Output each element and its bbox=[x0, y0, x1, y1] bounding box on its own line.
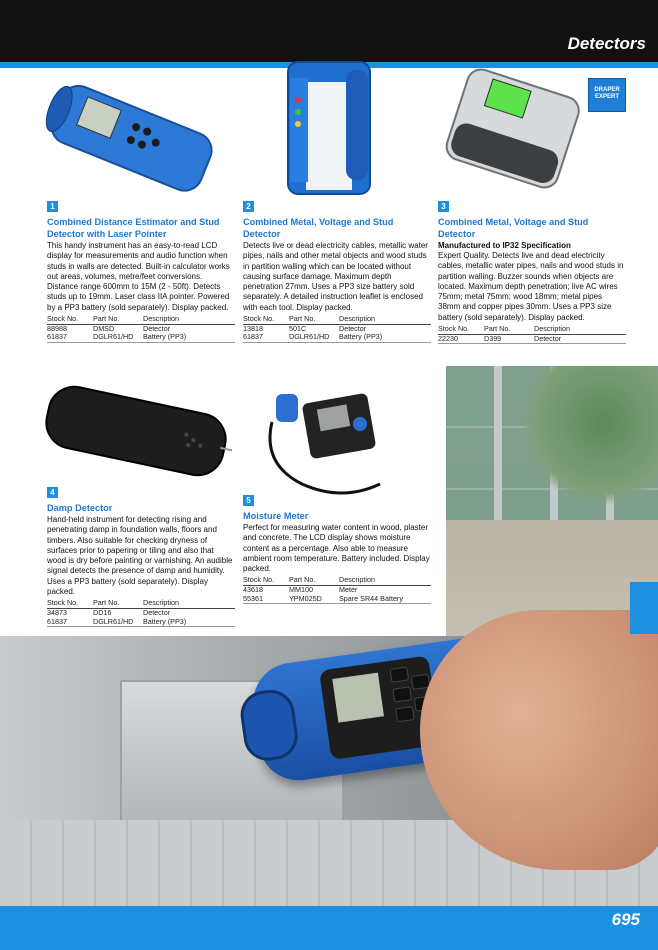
product-3-title: Combined Metal, Voltage and Stud Detector bbox=[438, 217, 589, 239]
photo-tree bbox=[520, 366, 658, 506]
part-cell: MM100 bbox=[289, 585, 313, 595]
description-cell: Detector bbox=[339, 324, 367, 334]
description-cell: Battery (PP3) bbox=[339, 333, 431, 342]
product-1-table bbox=[47, 315, 235, 343]
part-header: Part No. bbox=[93, 599, 143, 609]
product-2 bbox=[243, 196, 431, 343]
table-row bbox=[47, 609, 235, 618]
side-tab bbox=[630, 582, 658, 634]
stock-cell: 88988 bbox=[47, 324, 67, 334]
description-cell: Detector bbox=[143, 324, 171, 334]
product-3-number: 3 bbox=[438, 201, 449, 212]
draper-expert-logo bbox=[588, 78, 626, 112]
part-header: Part No. bbox=[93, 315, 143, 325]
part-cell: DD16 bbox=[93, 608, 112, 618]
table-row bbox=[243, 325, 431, 334]
product-2-description: Detects live or dead electricity cables, metallic water pipes, nails and other metal objects and wood studs in partition walling which can be located without causing surface damage. Maximum depth penetration 27mm. Uses a PP3 size battery sold separately. A detailed instruction leaflet is enclosed with each tool. Display packed. bbox=[243, 241, 428, 312]
product-4-table bbox=[47, 599, 235, 627]
part-cell: 501C bbox=[289, 324, 307, 334]
table-row bbox=[47, 325, 235, 334]
part-cell: DGLR61/HD bbox=[289, 333, 339, 342]
product-1 bbox=[47, 196, 235, 343]
product-4-description: Hand-held instrument for detecting rising and penetrating damp in foundation walls, floors and timbers. Also suitable for checking dryness of surfaces prior to papering or tiling and also that wood is dry before painting or varnishing. An audible signal detects the presence of damp and humidity. Uses a PP3 battery (sold separately). Display packed. bbox=[47, 515, 233, 597]
product-3 bbox=[438, 196, 626, 344]
product-2-table bbox=[243, 315, 431, 343]
stock-cell: 13818 bbox=[243, 324, 263, 334]
description-cell: Spare SR44 Battery bbox=[339, 595, 431, 604]
table-row bbox=[47, 333, 235, 342]
stock-header: Stock No. bbox=[47, 599, 93, 609]
header-bar bbox=[0, 0, 658, 62]
footer-bar bbox=[0, 906, 658, 950]
stock-header: Stock No. bbox=[243, 576, 289, 586]
product-4-title: Damp Detector bbox=[47, 503, 113, 513]
product-4-number: 4 bbox=[47, 487, 58, 498]
table-row bbox=[438, 335, 626, 344]
product-5-description: Perfect for measuring water content in wood, plaster and concrete. The LCD display shows moisture content as a percentage. Also able to measure ambient room temperature. Battery included. Display packed. bbox=[243, 523, 430, 574]
part-cell: DMSD bbox=[93, 324, 115, 334]
product-1-image bbox=[36, 76, 216, 196]
product-3-description: Expert Quality. Detects live and dead electricity cables, metallic water pipes, nails and wood studs in partition walling. Buzzer sounds when objects are located. Maximum depth penetration; live AC wires 75mm; metal 75mm; wood 18mm; metal pipes 38mm and copper pipes 30mm. Uses a PP3 size battery (sold separately). Display packed. bbox=[438, 251, 624, 322]
product-4 bbox=[47, 482, 235, 627]
stock-cell: 43618 bbox=[243, 585, 263, 595]
logo-line2: EXPERT bbox=[594, 94, 619, 100]
part-cell: YPM025D bbox=[289, 595, 339, 604]
table-row bbox=[243, 333, 431, 342]
part-header: Part No. bbox=[289, 576, 339, 586]
part-cell: D399 bbox=[484, 335, 534, 344]
description-header: Description bbox=[143, 599, 235, 609]
product-1-number: 1 bbox=[47, 201, 58, 212]
description-cell: Detector bbox=[143, 608, 171, 618]
stock-header: Stock No. bbox=[47, 315, 93, 325]
product-2-title: Combined Metal, Voltage and Stud Detector bbox=[243, 217, 394, 239]
product-3-table bbox=[438, 325, 626, 344]
stock-cell: 34873 bbox=[47, 608, 67, 618]
product-5-image bbox=[262, 384, 402, 504]
stock-header: Stock No. bbox=[243, 315, 289, 325]
product-5-number: 5 bbox=[243, 495, 254, 506]
part-header: Part No. bbox=[484, 325, 534, 335]
product-3-subheading: Manufactured to IP32 Specification bbox=[438, 241, 571, 250]
part-cell: DGLR61/HD bbox=[93, 333, 143, 342]
product-1-description: This handy instrument has an easy-to-read LCD display for measurements and audio function when studs in walls are detected. Built-in calculator works out areas, volumes, metre/feet conversions. Distance range 600mm to 15M (2 - 50ft). Detects studs up to 19mm. Laser class IIA pointer. Powered by a PP3 battery (sold separately). Display packed. bbox=[47, 241, 230, 312]
product-1-title: Combined Distance Estimator and Stud Detector with Laser Pointer bbox=[47, 217, 220, 239]
stock-cell: 61837 bbox=[47, 618, 93, 627]
stock-cell: 61837 bbox=[47, 333, 93, 342]
page-number: 695 bbox=[611, 910, 640, 929]
product-5 bbox=[243, 490, 431, 604]
description-header: Description bbox=[339, 315, 431, 325]
table-row bbox=[47, 618, 235, 627]
stock-header: Stock No. bbox=[438, 325, 484, 335]
part-header: Part No. bbox=[289, 315, 339, 325]
product-2-image bbox=[284, 60, 374, 196]
product-5-table bbox=[243, 576, 431, 604]
stock-cell: 61837 bbox=[243, 333, 289, 342]
product-4-image bbox=[36, 372, 236, 490]
description-cell: Battery (PP3) bbox=[143, 618, 235, 627]
description-cell: Detector bbox=[534, 335, 626, 344]
product-3-image bbox=[444, 68, 584, 194]
description-cell: Meter bbox=[339, 585, 358, 595]
description-header: Description bbox=[534, 325, 626, 335]
description-header: Description bbox=[143, 315, 235, 325]
logo-line1: DRAPER bbox=[594, 87, 620, 93]
description-cell: Battery (PP3) bbox=[143, 333, 235, 342]
product-2-number: 2 bbox=[243, 201, 254, 212]
description-header: Description bbox=[339, 576, 431, 586]
stock-cell: 22230 bbox=[438, 335, 484, 344]
section-title: Detectors bbox=[567, 34, 646, 53]
table-row bbox=[243, 595, 431, 604]
product-5-title: Moisture Meter bbox=[243, 511, 309, 521]
stock-cell: 55361 bbox=[243, 595, 289, 604]
part-cell: DGLR61/HD bbox=[93, 618, 143, 627]
